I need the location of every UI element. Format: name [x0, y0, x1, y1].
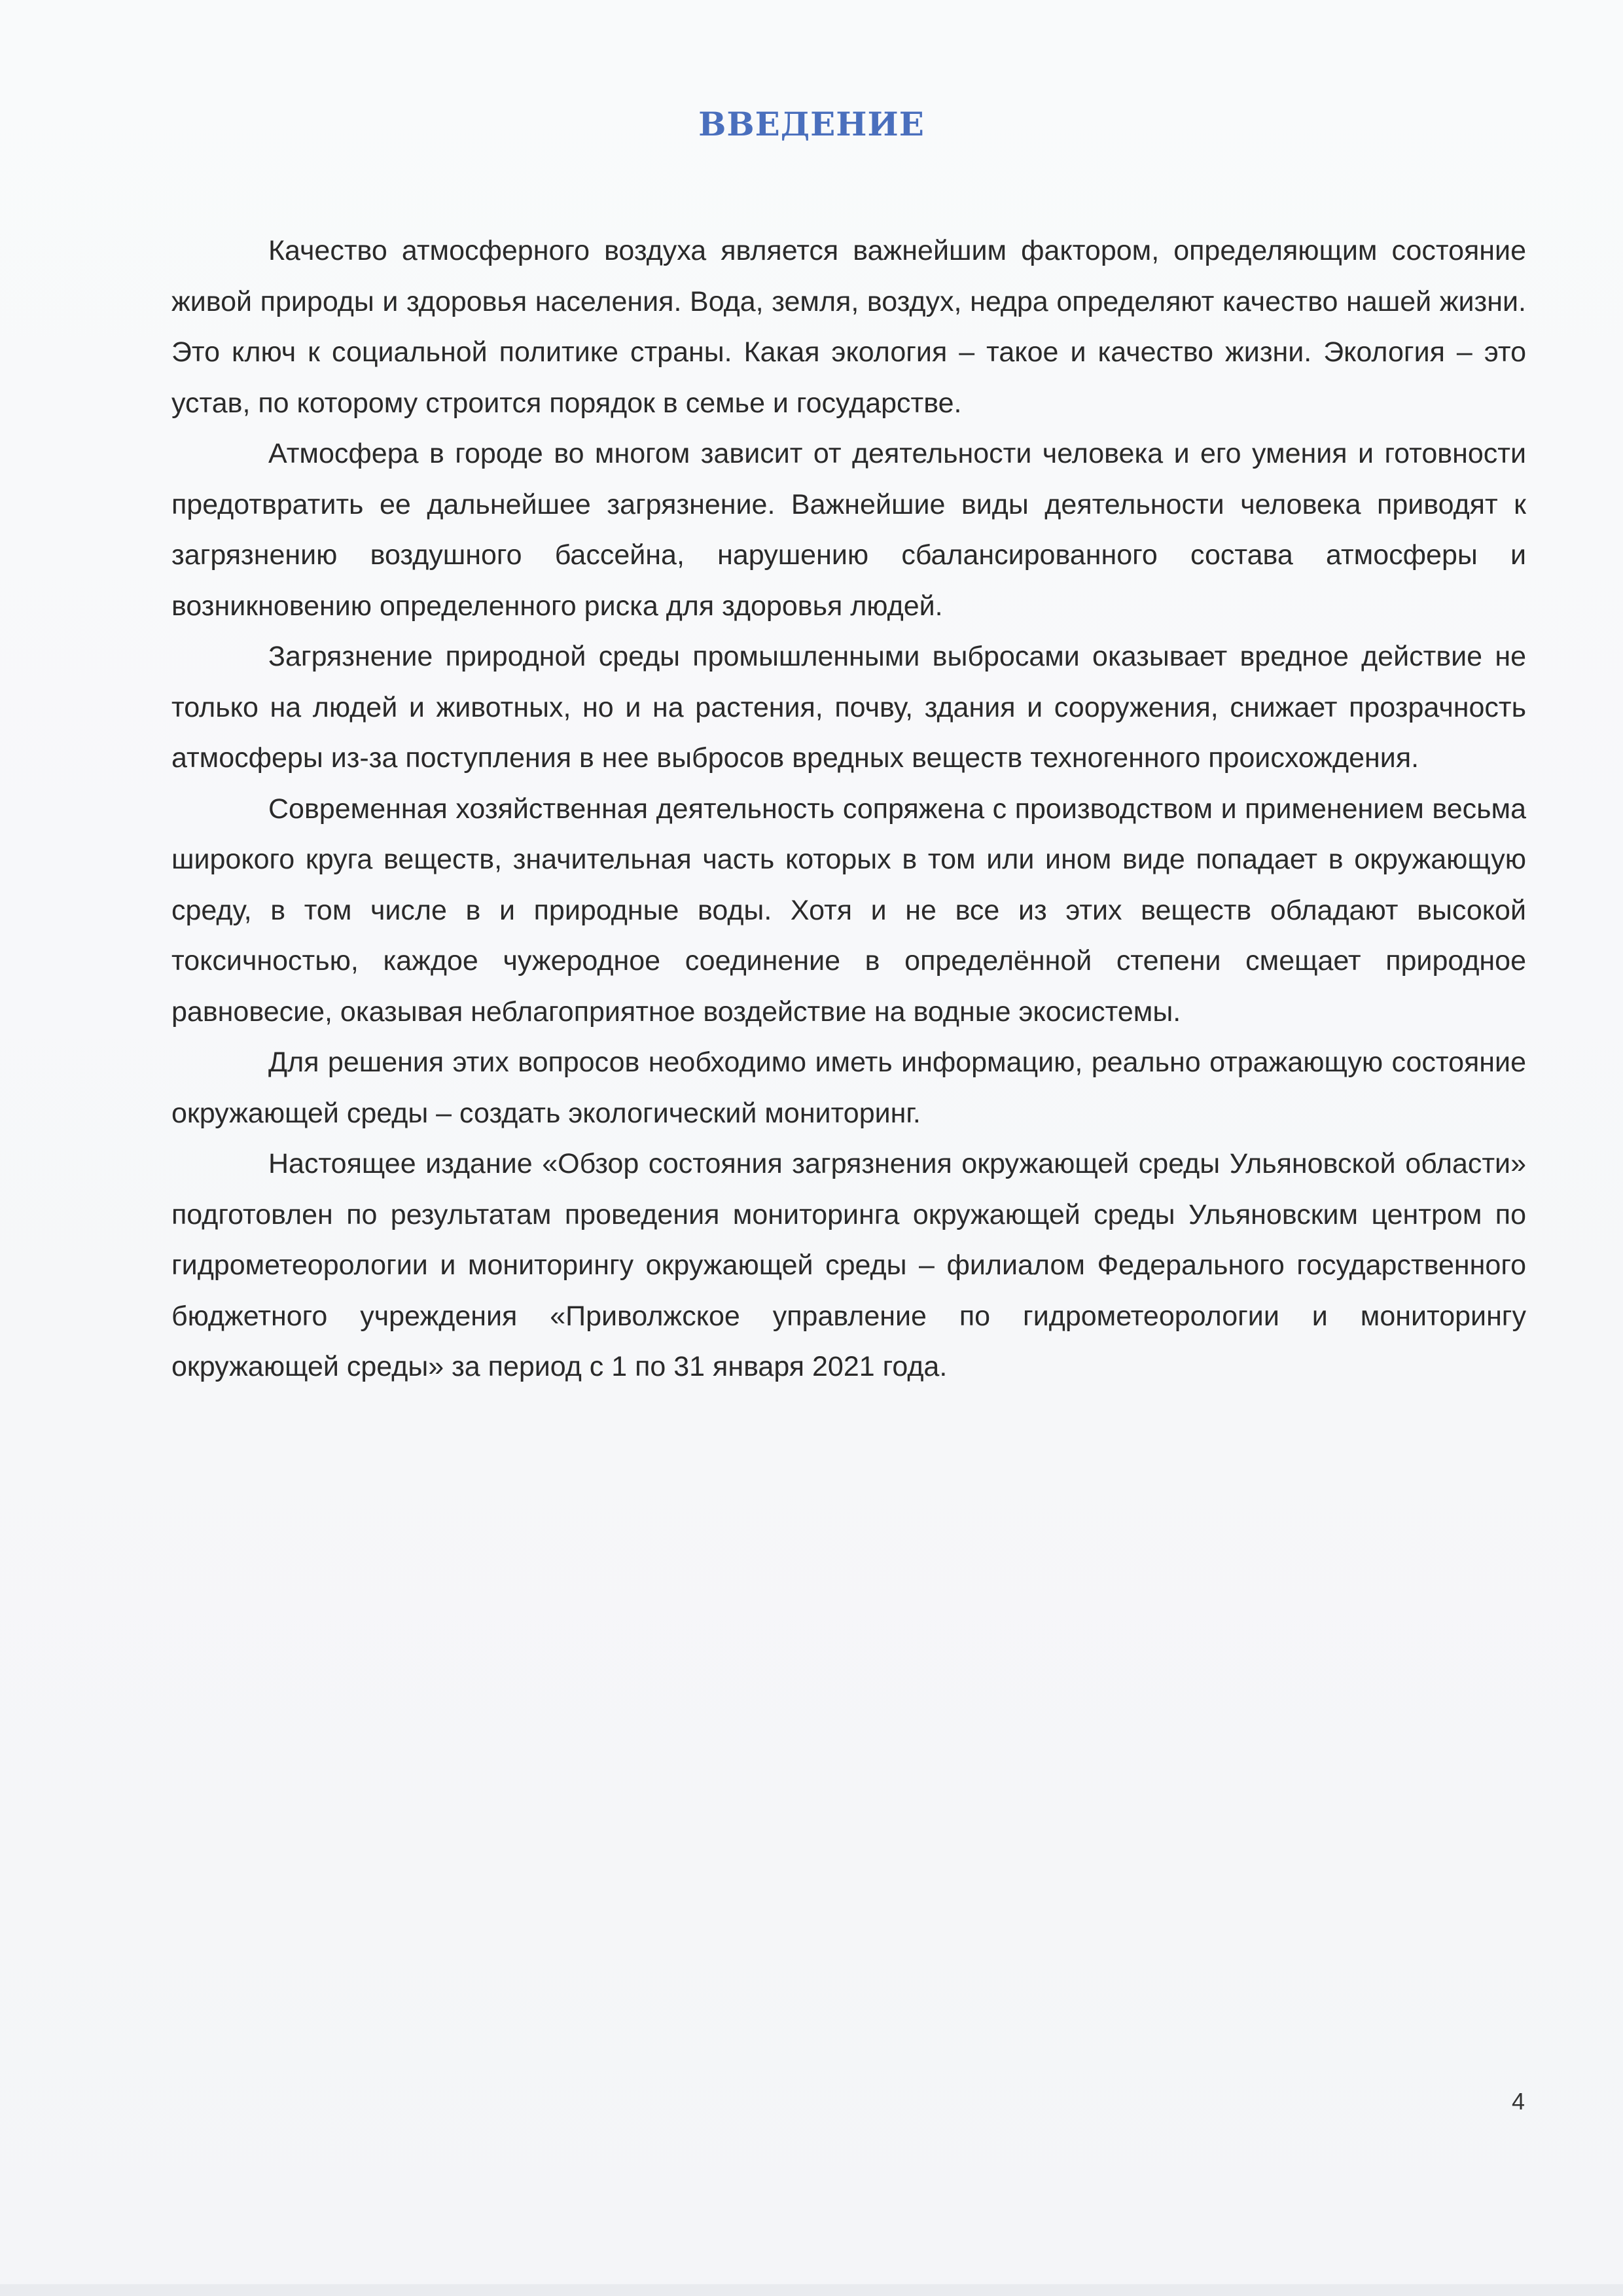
paragraph-5: Для решения этих вопросов необходимо иметь информацию, реально отражающую состояние окружающей среды – создать экологический мониторинг.: [171, 1047, 1526, 1129]
paragraph-4: Современная хозяйственная деятельность сопряжена с производством и применением весьма широкого круга веществ, значительная часть которых в том или ином виде попадает в окружающую среду, в том числе в и природные воды. Хотя и не все из этих веществ обладают высокой токсичностью, каждое чужеродное соединение в определённой степени смещает природное равновесие, оказывая неблагоприятное воздействие на водные экосистемы.: [171, 793, 1526, 1028]
paragraph-3: Загрязнение природной среды промышленными выбросами оказывает вредное действие не только на людей и животных, но и на растения, почву, здания и сооружения, снижает прозрачность атмосферы из-за поступления в нее выбросов вредных веществ техногенного происхождения.: [171, 641, 1526, 774]
section-heading: ВВЕДЕНИЕ: [698, 105, 925, 143]
scan-bottom-edge: [0, 2284, 1623, 2296]
page-number: 4: [1511, 2088, 1525, 2115]
paragraph-6: Настоящее издание «Обзор состояния загрязнения окружающей среды Ульяновской области» подготовлен по результатам проведения мониторинга окружающей среды Ульяновским центром по гидрометеорологии и мониторингу окружающей среды – филиалом Федерального государственного бюджетного учреждения «Приволжское управление по гидрометеорологии и мониторингу окружающей среды» за период с 1 по 31 января 2021 года.: [171, 1148, 1526, 1382]
paragraph-1: Качество атмосферного воздуха является важнейшим фактором, определяющим состояние живой природы и здоровья населения. Вода, земля, воздух, недра определяют качество нашей жизни. Это ключ к социальной политике страны. Какая экология – такое и качество жизни. Экология – это устав, по которому строится порядок в семье и государстве.: [171, 235, 1526, 419]
paragraph-2: Атмосфера в городе во многом зависит от деятельности человека и его умения и готовности предотвратить ее дальнейшее загрязнение. Важнейшие виды деятельности человека приводят к загрязнению воздушного бассейна, нарушению сбалансированного состава атмосферы и возникновению определенного риска для здоровья людей.: [171, 438, 1526, 622]
body-text: [171, 226, 1526, 1393]
